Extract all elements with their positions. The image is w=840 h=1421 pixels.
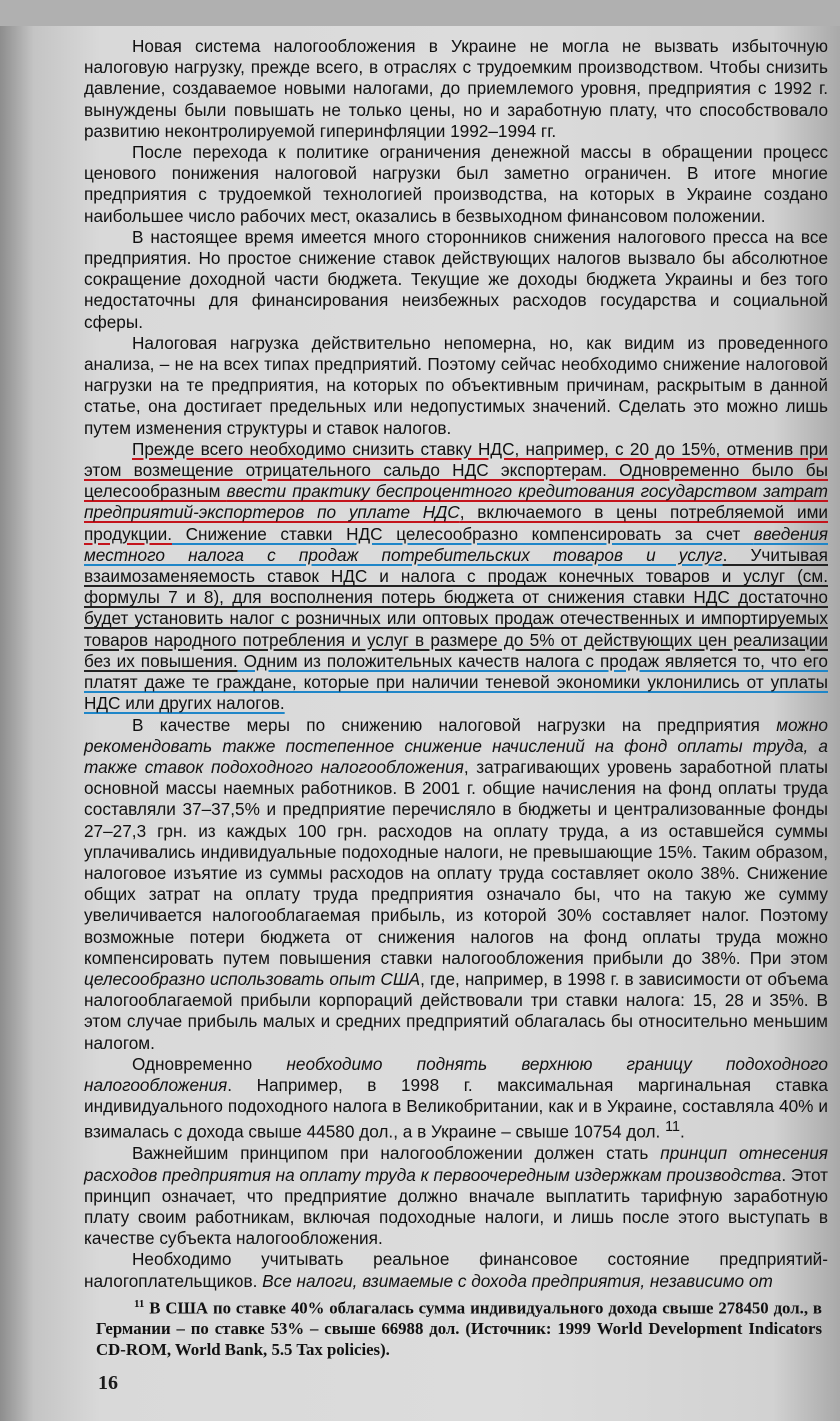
blue-underlined-italic: введения местного налога с продаж потребительских товаров и услуг bbox=[84, 523, 828, 565]
text-run: . bbox=[679, 1122, 685, 1143]
paragraph-9 bbox=[84, 1249, 828, 1291]
text-run: Одновременно bbox=[132, 1053, 287, 1074]
italic-run: необходимо поднять верхнюю границу подоходного налогообложения bbox=[84, 1053, 828, 1095]
red-underlined-italic: ввести практику беспроцентного кредитования государством затрат предприятий-экспортеров по уплате НДС bbox=[84, 481, 829, 523]
paragraph-8 bbox=[84, 1143, 828, 1249]
text-run: , где, например, в 1998 г. в зависимости от объема налогооблагаемой прибыли корпораций действовали три ставки налога: 15, 28 и 35%. В этом случае прибыль малых и средних предприятий облагалась бы относительно меньшим налогом. bbox=[84, 968, 829, 1053]
paragraph-1: Новая система налогообложения в Украине не могла не вызвать избыточную налоговую нагрузку, прежде всего, в отраслях с трудоемким производством. Чтобы снизить давление, создаваемое новыми налогами, до приемлемого уровня, предприятия с 1992 г. вынуждены были повышать не только цены, но и заработную плату, что способствовало развитию неконтролируемой гиперинфляции 1992–1994 гг. bbox=[84, 36, 828, 141]
italic-run: принцип отнесения расходов предприятия на оплату труда к первоочередным издержкам производства bbox=[84, 1143, 828, 1185]
red-underlined-text-end: , включаемого в цены потребляемой ими продукции. bbox=[84, 502, 828, 544]
paragraph-5-highlighted bbox=[84, 439, 828, 715]
text-run: , затрагивающих уровень заработной платы основной массы наемных работников. В 2001 г. общие начисления на фонд оплаты труда составляли 37–37,5% и предприятие перечисляло в бюджеты и централизованные фонды 27–27,3 грн. из каждых 100 грн. расходов на оплату труда, а из оставшейся суммы уплачивались индивидуальные подоходные налоги, не превышающие 15%. Таким образом, налоговое изъятие из суммы расходов на оплату труда составляет около 38%. Снижение общих затрат на оплату труда предприятия означало бы, что на такую же сумму увеличивается налогооблагаемая прибыль, из которой 30% составляет налог. Поэтому возможные потери бюджета от снижения налогов на фонд оплаты труда можно компенсировать путем повышения ставки налогообложения прибыли до 38%. При этом bbox=[84, 756, 828, 968]
text-run: . Этот принцип означает, что предприятие должно вначале выплатить тарифную заработную плату своим работникам, включая подоходные налоги, и лишь после этого выступать в качестве субъекта налогообложения. bbox=[84, 1164, 829, 1249]
footnote-mark: 11 bbox=[134, 1298, 145, 1310]
blue-underlined-text: Снижение ставки НДС целесообразно компенсировать за счет bbox=[172, 523, 754, 544]
page-top-edge bbox=[0, 0, 840, 26]
dark-underlined-text: . Учитывая взаимозаменяемость ставок НДС и налога с продаж конечных товаров и услуг (см. формулы 7 и 8), для восполнения потерь бюджета от снижения ставки НДС достаточно будет установить налог с розничных или оптовых продаж отечественных и импортируемых товаров народного потребления и услуг в размере до 5% от действующих цен реализации без их повышения. bbox=[84, 544, 828, 671]
text-run: . Например, в 1998 г. максимальная маргинальная ставка индивидуального подоходного налога в Великобритании, как и в Украине, составляла 40% и взималась с дохода свыше 44580 дол., а в Украине – свыше 10754 дол. bbox=[84, 1074, 828, 1143]
italic-run: целесообразно использовать опыт США bbox=[84, 968, 421, 989]
paragraph-7 bbox=[84, 1054, 828, 1144]
page-number: 16 bbox=[98, 1372, 118, 1394]
footnote-text: В США по ставке 40% облагалась сумма индивидуального дохода свыше 278450 дол., в Германии – по ставке 53% – свыше 66988 дол. (Источник: 1999 World Development Indicators CD-ROM, World Bank, 5.5 Tax policies). bbox=[96, 1298, 822, 1359]
footnote bbox=[96, 1294, 822, 1360]
text-run: Важнейшим принципом при налогообложении должен стать bbox=[132, 1143, 661, 1164]
footnote-reference[interactable]: 11 bbox=[665, 1119, 680, 1136]
paragraph-4: Налоговая нагрузка действительно непомерна, но, как видим из проведенного анализа, – не на всех типах предприятий. Поэтому сейчас необходимо снижение налоговой нагрузки на те предприятия, на которых по объективным причинам, раскрытым в данной статье, она достигает предельных или недопустимых значений. Сделать это можно лишь путем изменения структуры и ставок налогов. bbox=[84, 332, 828, 438]
italic-run: можно рекомендовать также постепенное снижение начислений на фонд оплаты труда, а также ставок подоходного налогообложения bbox=[84, 714, 828, 777]
text-run: В качестве меры по снижению налоговой нагрузки на предприятия bbox=[132, 714, 777, 735]
paragraph-6 bbox=[84, 715, 828, 1054]
red-underlined-text: Прежде всего необходимо снизить ставку НДС, например, с 20 до 15%, отменив при этом возмещение отрицательного сальдо НДС экспортерам. Одновременно было бы целесообразным bbox=[84, 438, 828, 502]
body-text bbox=[84, 36, 828, 1292]
text-run: Необходимо учитывать реальное финансовое состояние предприятий-налогоплательщиков. bbox=[84, 1249, 828, 1291]
blue-underlined-text-end: Одним из положительных качеств налога с продаж является то, что его платят даже те граждане, которые при наличии теневой экономики уклонились от уплаты НДС или других налогов. bbox=[84, 650, 828, 714]
paragraph-3: В настоящее время имеется много сторонников снижения налогового пресса на все предприятия. Но простое снижение ставок действующих налогов вызвало бы абсолютное сокращение доходной части бюджета. Текущие же доходы бюджета Украины и без того недостаточны для финансирования неизбежных расходов государства и социальной сферы. bbox=[84, 226, 828, 332]
italic-run: Все налоги, взимаемые с дохода предприятия, независимо от bbox=[262, 1270, 773, 1291]
paragraph-2: После перехода к политике ограничения денежной массы в обращении процесс ценового понижения налоговой нагрузки был заметно ограничен. В итоге многие предприятия с трудоемкой технологией производства, на которых в Украине создано наибольшее число рабочих мест, оказались в безвыходном финансовом положении. bbox=[84, 142, 828, 226]
